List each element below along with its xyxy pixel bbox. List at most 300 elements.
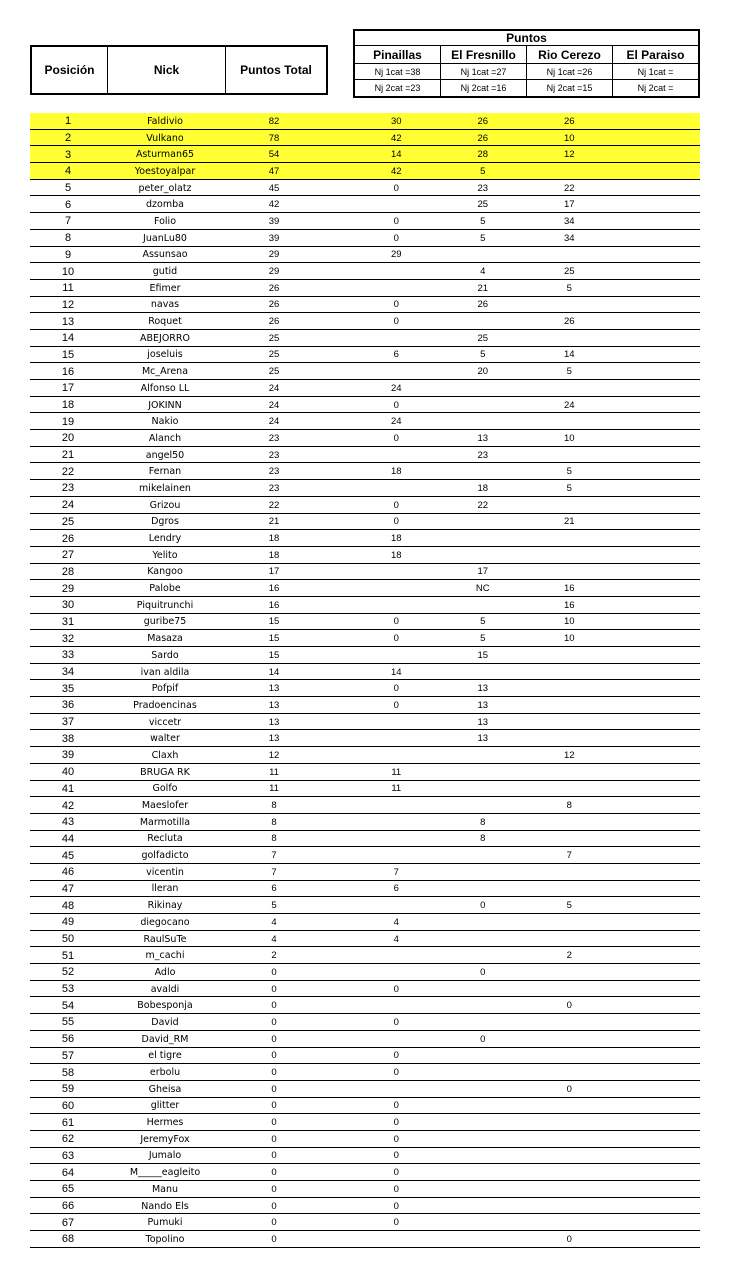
cell-total: 18 xyxy=(268,533,280,545)
cell-rio-cerezo xyxy=(526,497,613,514)
cell-el-paraiso xyxy=(613,313,700,330)
cell-el-paraiso xyxy=(613,213,700,230)
table-row xyxy=(30,146,700,163)
cell-nick: JuanLu80 xyxy=(143,232,187,244)
cell-pinaillas xyxy=(353,714,440,731)
cell-pinaillas xyxy=(353,196,440,213)
cell-el-fresnillo xyxy=(440,313,527,330)
cell-pinaillas: 18 xyxy=(390,549,402,561)
cell-el-paraiso xyxy=(613,247,700,264)
cell-nick: Asturman65 xyxy=(135,149,195,161)
cell-gap xyxy=(324,1048,353,1065)
header-cat1-cell: Nj 1cat =26 xyxy=(527,64,613,79)
cell-total: 54 xyxy=(268,149,280,161)
cell-nick: Topolino xyxy=(145,1233,185,1245)
cell-total: 22 xyxy=(268,499,280,511)
cell-rio-cerezo: 16 xyxy=(563,599,575,611)
cell-position: 35 xyxy=(61,682,75,695)
cell-rio-cerezo xyxy=(526,447,613,464)
cell-total: 0 xyxy=(271,1016,277,1028)
table-row xyxy=(30,730,700,747)
cell-nick: Jumalo xyxy=(148,1150,182,1162)
cell-el-fresnillo xyxy=(440,1164,527,1181)
cell-rio-cerezo xyxy=(526,330,613,347)
cell-el-fresnillo: 23 xyxy=(477,449,489,461)
cell-total: 7 xyxy=(271,850,277,862)
cell-nick: gutid xyxy=(152,266,178,278)
cell-total: 47 xyxy=(268,165,280,177)
cell-total: 15 xyxy=(268,616,280,628)
cell-gap xyxy=(324,1114,353,1131)
cell-pinaillas: 4 xyxy=(393,933,399,945)
cell-rio-cerezo xyxy=(526,1064,613,1081)
cell-position: 9 xyxy=(64,248,72,261)
cell-pinaillas: 42 xyxy=(390,165,402,177)
cell-el-paraiso xyxy=(613,1131,700,1148)
cell-pinaillas: 0 xyxy=(393,1167,399,1179)
cell-rio-cerezo: 12 xyxy=(563,749,575,761)
cell-rio-cerezo xyxy=(526,664,613,681)
cell-position: 53 xyxy=(61,983,75,996)
cell-total: 14 xyxy=(268,666,280,678)
cell-el-paraiso xyxy=(613,330,700,347)
cell-position: 28 xyxy=(61,565,75,578)
cell-el-fresnillo xyxy=(440,547,527,564)
table-row xyxy=(30,714,700,731)
cell-position: 33 xyxy=(61,649,75,662)
cell-nick: Pradoencinas xyxy=(133,699,197,711)
cell-total: 16 xyxy=(268,599,280,611)
header-position: Posición xyxy=(32,47,108,93)
cell-el-paraiso xyxy=(613,647,700,664)
cell-rio-cerezo: 0 xyxy=(566,1083,572,1095)
cell-el-paraiso xyxy=(613,180,700,197)
cell-el-fresnillo: 0 xyxy=(480,1033,486,1045)
cell-rio-cerezo xyxy=(526,831,613,848)
cell-el-paraiso xyxy=(613,747,700,764)
cell-rio-cerezo xyxy=(526,1181,613,1198)
cell-total: 0 xyxy=(271,1183,277,1195)
cell-el-paraiso xyxy=(613,981,700,998)
standings-table-body xyxy=(30,113,700,1248)
cell-pinaillas: 24 xyxy=(390,382,402,394)
cell-nick: ivan aldila xyxy=(140,666,190,678)
cell-gap xyxy=(324,130,353,147)
cell-total: 25 xyxy=(268,366,280,378)
cell-total: 23 xyxy=(268,482,280,494)
cell-pinaillas: 0 xyxy=(393,1016,399,1028)
table-row xyxy=(30,280,700,297)
cell-gap xyxy=(324,931,353,948)
cell-gap xyxy=(324,664,353,681)
header-venue-rio-cerezo: Rio Cerezo xyxy=(527,46,613,63)
cell-gap xyxy=(324,397,353,414)
cell-nick: RaulSuTe xyxy=(143,933,187,945)
cell-rio-cerezo: 0 xyxy=(566,1000,572,1012)
cell-rio-cerezo xyxy=(526,1114,613,1131)
cell-el-paraiso xyxy=(613,914,700,931)
cell-nick: viccetr xyxy=(148,716,182,728)
cell-el-paraiso xyxy=(613,130,700,147)
cell-position: 66 xyxy=(61,1200,75,1213)
cell-gap xyxy=(324,647,353,664)
cell-rio-cerezo xyxy=(526,1131,613,1148)
cell-el-paraiso xyxy=(613,163,700,180)
cell-pinaillas: 0 xyxy=(393,1050,399,1062)
cell-nick: avaldi xyxy=(150,983,180,995)
table-row xyxy=(30,514,700,531)
table-row xyxy=(30,1031,700,1048)
cell-pinaillas: 0 xyxy=(393,399,399,411)
cell-total: 11 xyxy=(269,766,279,778)
cell-el-paraiso xyxy=(613,514,700,531)
cell-nick: navas xyxy=(150,299,180,311)
cell-pinaillas: 0 xyxy=(393,683,399,695)
cell-rio-cerezo: 0 xyxy=(566,1233,572,1245)
cell-position: 65 xyxy=(61,1183,75,1196)
cell-gap xyxy=(324,764,353,781)
cell-position: 1 xyxy=(64,115,72,128)
table-row xyxy=(30,847,700,864)
cell-el-fresnillo: 4 xyxy=(480,266,486,278)
cell-el-fresnillo: 5 xyxy=(480,232,486,244)
cell-pinaillas: 0 xyxy=(393,1150,399,1162)
cell-nick: Faldivio xyxy=(147,115,183,127)
cell-gap xyxy=(324,480,353,497)
cell-gap xyxy=(324,1031,353,1048)
cell-total: 82 xyxy=(268,115,280,127)
cell-gap xyxy=(324,547,353,564)
cell-rio-cerezo xyxy=(526,380,613,397)
cell-position: 67 xyxy=(61,1216,75,1229)
cell-nick: Golfo xyxy=(152,783,178,795)
cell-position: 59 xyxy=(61,1083,75,1096)
cell-total: 18 xyxy=(268,549,280,561)
cell-rio-cerezo xyxy=(526,964,613,981)
cell-nick: Piquitrunchi xyxy=(136,599,194,611)
cell-pinaillas xyxy=(353,330,440,347)
cell-rio-cerezo xyxy=(526,781,613,798)
cell-nick: golfadicto xyxy=(141,850,189,862)
cell-gap xyxy=(324,597,353,614)
cell-rio-cerezo: 10 xyxy=(563,132,575,144)
cell-gap xyxy=(324,630,353,647)
table-row xyxy=(30,697,700,714)
cell-el-fresnillo xyxy=(440,1081,527,1098)
cell-total: 39 xyxy=(268,232,280,244)
cell-el-paraiso xyxy=(613,781,700,798)
cell-rio-cerezo xyxy=(526,1031,613,1048)
cell-el-paraiso xyxy=(613,1114,700,1131)
cell-rio-cerezo: 21 xyxy=(563,516,575,528)
cell-el-fresnillo: 13 xyxy=(477,683,489,695)
cell-el-fresnillo xyxy=(440,797,527,814)
cell-el-fresnillo: 5 xyxy=(480,616,486,628)
cell-pinaillas: 0 xyxy=(393,633,399,645)
cell-el-paraiso xyxy=(613,864,700,881)
cell-pinaillas: 7 xyxy=(393,866,399,878)
cell-total: 7 xyxy=(271,866,277,878)
cell-el-fresnillo: 26 xyxy=(477,299,489,311)
cell-total: 25 xyxy=(268,332,280,344)
cell-pinaillas: 24 xyxy=(390,416,402,428)
cell-position: 52 xyxy=(61,966,75,979)
table-row xyxy=(30,814,700,831)
cell-position: 30 xyxy=(61,599,75,612)
table-row xyxy=(30,530,700,547)
cell-pinaillas xyxy=(353,1231,440,1248)
cell-el-paraiso xyxy=(613,897,700,914)
cell-rio-cerezo: 26 xyxy=(563,115,575,127)
cell-el-fresnillo xyxy=(440,664,527,681)
cell-total: 15 xyxy=(268,633,280,645)
cell-nick: Yelito xyxy=(152,549,178,561)
cell-gap xyxy=(324,897,353,914)
cell-pinaillas xyxy=(353,1081,440,1098)
cell-el-paraiso xyxy=(613,1148,700,1165)
cell-total: 0 xyxy=(271,1067,277,1079)
cell-position: 14 xyxy=(61,332,75,345)
cell-el-paraiso xyxy=(613,1064,700,1081)
cell-nick: Pumuki xyxy=(147,1217,183,1229)
cell-total: 13 xyxy=(268,716,280,728)
cell-el-fresnillo xyxy=(440,764,527,781)
table-row xyxy=(30,213,700,230)
cell-total: 5 xyxy=(271,900,277,912)
cell-gap xyxy=(324,113,353,130)
cell-total: 4 xyxy=(271,916,277,928)
cell-el-fresnillo xyxy=(440,530,527,547)
cell-el-paraiso xyxy=(613,380,700,397)
cell-position: 15 xyxy=(61,348,75,361)
cell-el-paraiso xyxy=(613,814,700,831)
cell-el-paraiso xyxy=(613,1198,700,1215)
cell-total: 0 xyxy=(271,1150,277,1162)
cell-el-fresnillo: 8 xyxy=(480,833,486,845)
cell-total: 39 xyxy=(268,215,280,227)
cell-nick: Palobe xyxy=(149,583,181,595)
cell-gap xyxy=(324,714,353,731)
cell-nick: Alfonso LL xyxy=(140,382,190,394)
cell-el-paraiso xyxy=(613,630,700,647)
cell-nick: Efimer xyxy=(149,282,181,294)
cell-rio-cerezo xyxy=(526,730,613,747)
cell-rio-cerezo xyxy=(526,1164,613,1181)
cell-el-paraiso xyxy=(613,664,700,681)
cell-el-fresnillo xyxy=(440,1064,527,1081)
header-cat1-cell: Nj 1cat =27 xyxy=(441,64,527,79)
cell-el-fresnillo xyxy=(440,1181,527,1198)
cell-gap xyxy=(324,730,353,747)
cell-nick: diegocano xyxy=(140,916,190,928)
table-row xyxy=(30,363,700,380)
header-cat2-cell: Nj 2cat = xyxy=(637,83,674,93)
cell-gap xyxy=(324,363,353,380)
cell-position: 11 xyxy=(62,282,74,295)
cell-el-paraiso xyxy=(613,614,700,631)
cell-gap xyxy=(324,430,353,447)
cell-gap xyxy=(324,213,353,230)
cell-gap xyxy=(324,163,353,180)
cell-nick: Folio xyxy=(153,215,177,227)
cell-el-paraiso xyxy=(613,697,700,714)
cell-el-fresnillo xyxy=(440,1114,527,1131)
cell-el-paraiso xyxy=(613,430,700,447)
cell-position: 63 xyxy=(61,1149,75,1162)
table-row xyxy=(30,1064,700,1081)
cell-nick: ABEJORRO xyxy=(140,332,190,344)
cell-nick: Pofpif xyxy=(151,683,179,695)
cell-el-paraiso xyxy=(613,547,700,564)
cell-el-fresnillo: 5 xyxy=(480,215,486,227)
cell-nick: Kangoo xyxy=(147,566,183,578)
cell-position: 25 xyxy=(61,515,75,528)
cell-total: 0 xyxy=(271,1217,277,1229)
cell-gap xyxy=(324,280,353,297)
cell-position: 27 xyxy=(61,549,75,562)
cell-el-paraiso xyxy=(613,1081,700,1098)
cell-total: 42 xyxy=(268,199,280,211)
cell-total: 24 xyxy=(268,399,280,411)
cell-gap xyxy=(324,747,353,764)
cell-position: 23 xyxy=(61,482,75,495)
table-row xyxy=(30,413,700,430)
cell-rio-cerezo xyxy=(526,1014,613,1031)
cell-el-paraiso xyxy=(613,280,700,297)
cell-total: 13 xyxy=(268,733,280,745)
table-row xyxy=(30,547,700,564)
table-row xyxy=(30,230,700,247)
cell-nick: Roquet xyxy=(148,316,182,328)
cell-el-fresnillo xyxy=(440,597,527,614)
cell-el-paraiso xyxy=(613,964,700,981)
cell-nick: Fernan xyxy=(148,466,182,478)
cell-position: 56 xyxy=(61,1033,75,1046)
cell-el-paraiso xyxy=(613,480,700,497)
cell-gap xyxy=(324,564,353,581)
cell-el-fresnillo xyxy=(440,997,527,1014)
cell-el-paraiso xyxy=(613,497,700,514)
cell-pinaillas: 11 xyxy=(391,766,402,778)
cell-gap xyxy=(324,380,353,397)
cell-total: 12 xyxy=(268,749,280,761)
cell-position: 58 xyxy=(61,1066,75,1079)
cell-nick: Marmotilla xyxy=(139,816,191,828)
table-row xyxy=(30,630,700,647)
cell-el-paraiso xyxy=(613,230,700,247)
cell-el-fresnillo: 13 xyxy=(477,716,489,728)
cell-rio-cerezo xyxy=(526,680,613,697)
table-row xyxy=(30,1198,700,1215)
cell-el-fresnillo: 5 xyxy=(480,349,486,361)
cell-position: 37 xyxy=(61,716,75,729)
cell-total: 0 xyxy=(271,983,277,995)
cell-position: 31 xyxy=(61,615,75,628)
cell-gap xyxy=(324,497,353,514)
header-venue-pinaillas: Pinaillas xyxy=(355,46,441,63)
cell-el-fresnillo: 23 xyxy=(477,182,489,194)
cell-el-paraiso xyxy=(613,831,700,848)
cell-rio-cerezo: 14 xyxy=(563,349,575,361)
cell-position: 18 xyxy=(61,399,75,412)
cell-nick: BRUGA RK xyxy=(140,766,190,778)
cell-total: 0 xyxy=(271,1233,277,1245)
cell-gap xyxy=(324,347,353,364)
cell-el-paraiso xyxy=(613,1181,700,1198)
cell-position: 44 xyxy=(61,832,75,845)
cell-gap xyxy=(324,1181,353,1198)
table-row xyxy=(30,1098,700,1115)
cell-el-paraiso xyxy=(613,196,700,213)
cell-pinaillas: 0 xyxy=(393,1200,399,1212)
cell-el-paraiso xyxy=(613,797,700,814)
cell-gap xyxy=(324,1164,353,1181)
cell-position: 29 xyxy=(61,582,75,595)
cell-total: 29 xyxy=(268,249,280,261)
header-cat2-row xyxy=(355,80,698,96)
cell-nick: JeremyFox xyxy=(140,1133,190,1145)
cell-pinaillas: 0 xyxy=(393,516,399,528)
cell-total: 16 xyxy=(268,583,280,595)
table-row xyxy=(30,1214,700,1231)
cell-total: 26 xyxy=(268,316,280,328)
table-row xyxy=(30,797,700,814)
table-row xyxy=(30,564,700,581)
cell-pinaillas: 0 xyxy=(393,699,399,711)
cell-el-paraiso xyxy=(613,347,700,364)
cell-nick: Assunsao xyxy=(142,249,188,261)
cell-total: 0 xyxy=(271,1050,277,1062)
table-row xyxy=(30,347,700,364)
cell-nick: angel50 xyxy=(145,449,185,461)
cell-gap xyxy=(324,230,353,247)
cell-position: 7 xyxy=(64,215,72,228)
cell-rio-cerezo xyxy=(526,864,613,881)
table-row xyxy=(30,997,700,1014)
header-venues xyxy=(355,46,698,64)
table-row xyxy=(30,463,700,480)
cell-rio-cerezo: 5 xyxy=(566,366,572,378)
cell-total: 23 xyxy=(268,432,280,444)
cell-position: 60 xyxy=(61,1099,75,1112)
cell-pinaillas: 0 xyxy=(393,1183,399,1195)
cell-rio-cerezo: 12 xyxy=(563,149,575,161)
cell-gap xyxy=(324,697,353,714)
cell-nick: Gheisa xyxy=(148,1083,182,1095)
cell-nick: Mc_Arena xyxy=(141,366,189,378)
cell-pinaillas: 0 xyxy=(393,432,399,444)
cell-el-fresnillo: 18 xyxy=(477,482,489,494)
cell-el-fresnillo xyxy=(440,1131,527,1148)
cell-total: 8 xyxy=(271,800,277,812)
cell-position: 13 xyxy=(61,315,75,328)
cell-pinaillas: 14 xyxy=(390,149,402,161)
cell-total: 11 xyxy=(269,783,279,795)
cell-total: 29 xyxy=(268,266,280,278)
cell-el-fresnillo xyxy=(440,1231,527,1248)
cell-gap xyxy=(324,947,353,964)
cell-el-fresnillo xyxy=(440,413,527,430)
cell-el-fresnillo: 26 xyxy=(477,115,489,127)
cell-rio-cerezo xyxy=(526,530,613,547)
cell-position: 2 xyxy=(64,132,72,145)
cell-pinaillas: 0 xyxy=(393,1133,399,1145)
cell-nick: David_RM xyxy=(141,1033,189,1045)
cell-el-fresnillo: 20 xyxy=(477,366,489,378)
cell-nick: guribe75 xyxy=(143,616,187,628)
cell-rio-cerezo xyxy=(526,814,613,831)
cell-pinaillas: 42 xyxy=(390,132,402,144)
